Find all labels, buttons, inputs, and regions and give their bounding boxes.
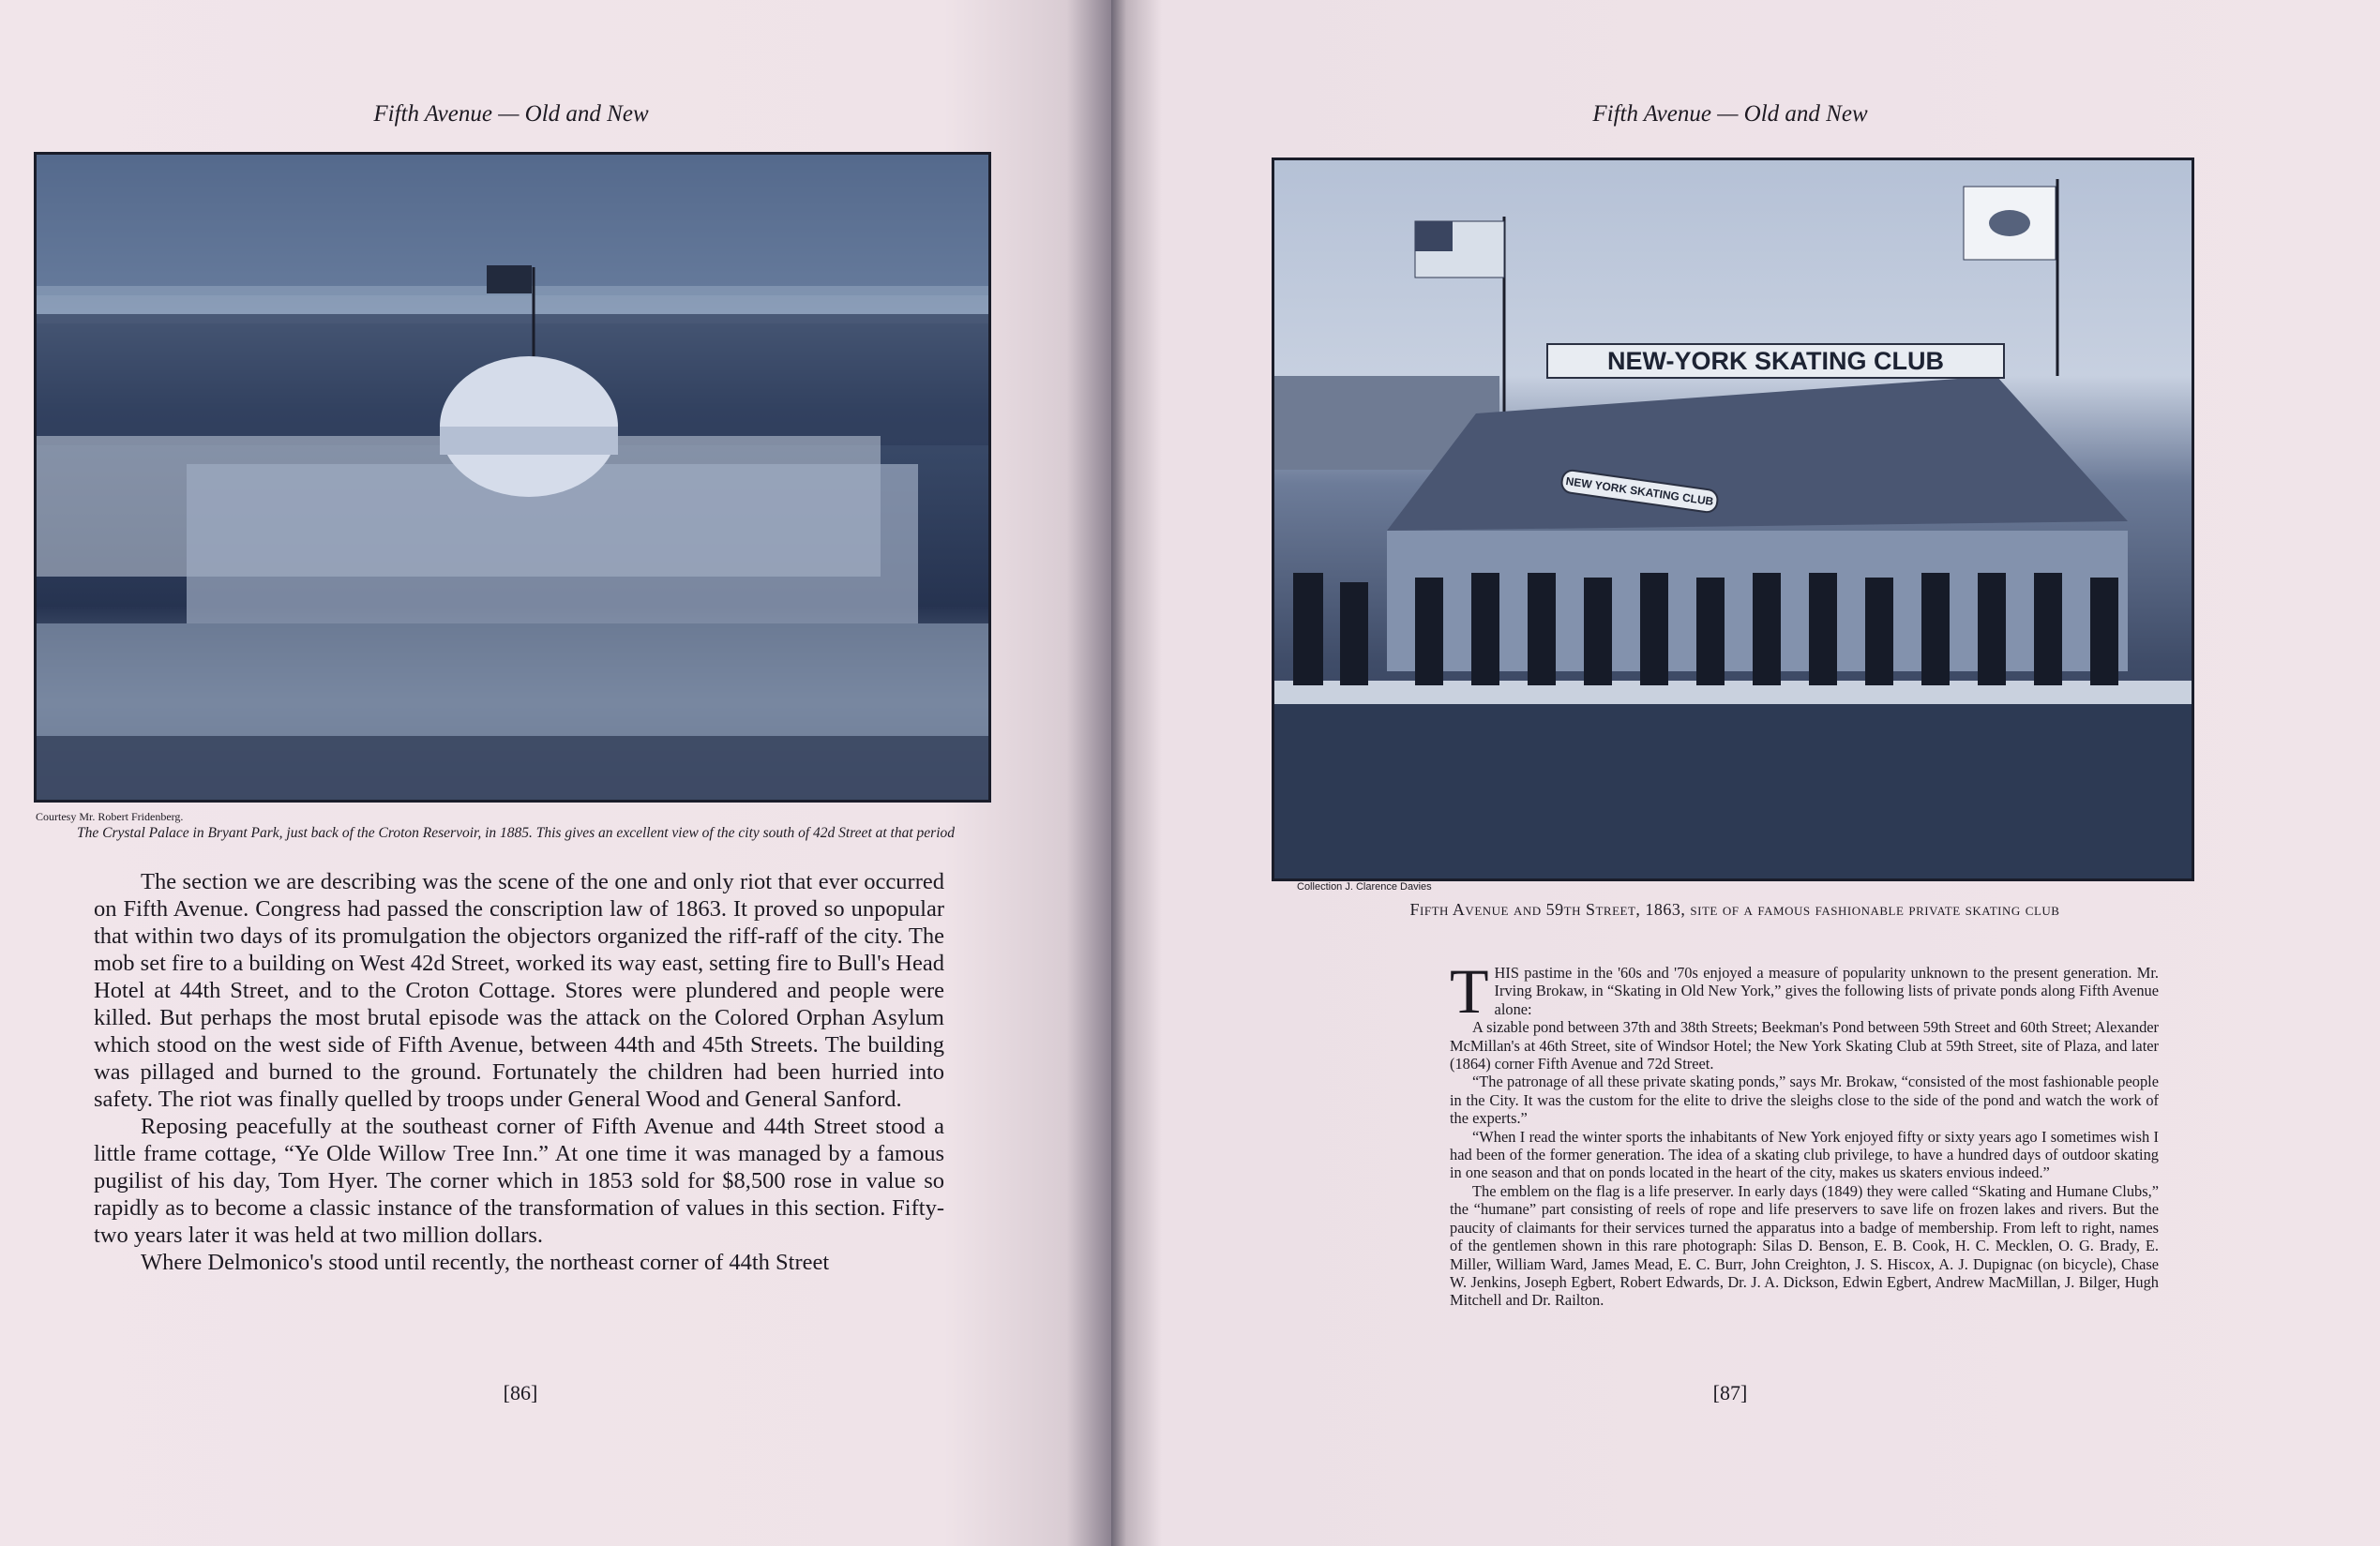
paragraph-text: HIS pastime in the '60s and '70s enjoyed a measure of popularity unknown to the present generation. Mr. Irving Brokaw, in “Skating in Old New York,” gives the following lists of private ponds along Fifth Avenue alone: [1494, 964, 2159, 1018]
skating-club-photograph [1272, 158, 2194, 881]
running-head: Fifth Avenue — Old and New [1592, 101, 1868, 127]
paragraph: “The patronage of all these private skating ponds,” says Mr. Brokaw, “consisted of the most fashionable people in the City. It was the custom for the elite to drive the sleighs close to the side of the pond and watch the work of the experts.” [1450, 1073, 2159, 1128]
plate-caption: The Crystal Palace in Bryant Park, just back of the Croton Reservoir, in 1885. This gives an excellent view of the city south of 42d Street at that period [76, 825, 956, 841]
right-page [1111, 0, 2380, 1546]
paragraph: The emblem on the flag is a life preserver. In early days (1849) they were called “Skating and Humane Clubs,” the “humane” part consisting of reels of rope and life preservers to save life on frozen lakes and rivers. But the paucity of claimants for their services turned the apparatus into a badge of membership. From left to right, names of the gentlemen shown in this rare photograph: Silas D. Benson, E. B. Cook, H. C. Mecklen, O. G. Brady, E. Miller, William Ward, James Mead, E. C. Burr, John Creighton, J. S. Hiscox, A. J. Dupignac (on bicycle), Chase W. Jenkins, Joseph Egbert, Robert Edwards, Dr. J. A. Dickson, Edwin Egbert, Andrew MacMillan, J. Bilger, Hugh Mitchell and Dr. Railton. [1450, 1181, 2159, 1310]
crystal-palace-engraving [34, 152, 991, 803]
drop-cap: T [1450, 955, 1489, 1027]
body-text [1450, 955, 2159, 1310]
paragraph: A sizable pond between 37th and 38th Streets; Beekman's Pond between 59th Street and 60th Street; Alexander McMillan's at 46th Street, site of Windsor Hotel; the New York Skating Club at 59th Street, site of Plaza, and later (1864) corner Fifth Avenue and 72d Street. [1450, 1018, 2159, 1073]
plate-credit: Courtesy Mr. Robert Fridenberg. [36, 810, 184, 823]
paragraph: Reposing peacefully at the southeast corner of Fifth Avenue and 44th Street stood a little frame cottage, “Ye Olde Willow Tree Inn.” At one time it was managed by a famous pugilist of his day, Tom Hyer. The corner which in 1853 sold for $8,500 rose in value so rapidly as to become a classic instance of the transformation of values in this section. Fifty-two years later it was held at two million dollars. [94, 1114, 944, 1248]
paragraph: “When I read the winter sports the inhabitants of New York enjoyed fifty or sixty years ago I sometimes wish I had been of the former generation. The idea of a skating club privilege, to have a hundred days of outdoor skating in one season and that on ponds located in the heart of the city, makes us skaters envious indeed.” [1450, 1127, 2159, 1182]
plate-credit: Collection J. Clarence Davies [1297, 881, 1432, 893]
plate-caption: Fifth Avenue and 59th Street, 1863, site of a famous fashionable private skating club [1409, 900, 2060, 919]
body-text [94, 868, 944, 1276]
page-number: [87] [1712, 1381, 1748, 1404]
running-head: Fifth Avenue — Old and New [373, 101, 649, 127]
paragraph: The section we are describing was the scene of the one and only riot that ever occurred on Fifth Avenue. Congress had passed the conscription law of 1863. It proved so unpopular that within two days of its promulgation the objectors organized the riff-raff of the city. The mob set fire to a building on West 42d Street, worked its way east, setting fire to Bull's Head Hotel at 44th Street, and to the Croton Cottage. Stores were plundered and people were killed. But perhaps the most brutal episode was the attack on the Colored Orphan Asylum which stood on the west side of Fifth Avenue, between 44th and 45th Streets. The building was pillaged and burned to the ground. Fortunately the children had been hurried into safety. The riot was finally quelled by troops under General Wood and General Sanford. [94, 869, 944, 1112]
paragraph: Where Delmonico's stood until recently, the northeast corner of 44th Street [141, 1250, 830, 1275]
left-page [0, 0, 1111, 1546]
skating-club-illustration [1274, 160, 2192, 878]
paragraph [1450, 955, 2159, 1027]
crystal-palace-illustration [37, 155, 988, 800]
club-sign-large: NEW-YORK SKATING CLUB [1546, 343, 2005, 379]
page-number: [86] [503, 1381, 538, 1404]
club-sign-small: NEW YORK SKATING CLUB [1559, 468, 1720, 514]
